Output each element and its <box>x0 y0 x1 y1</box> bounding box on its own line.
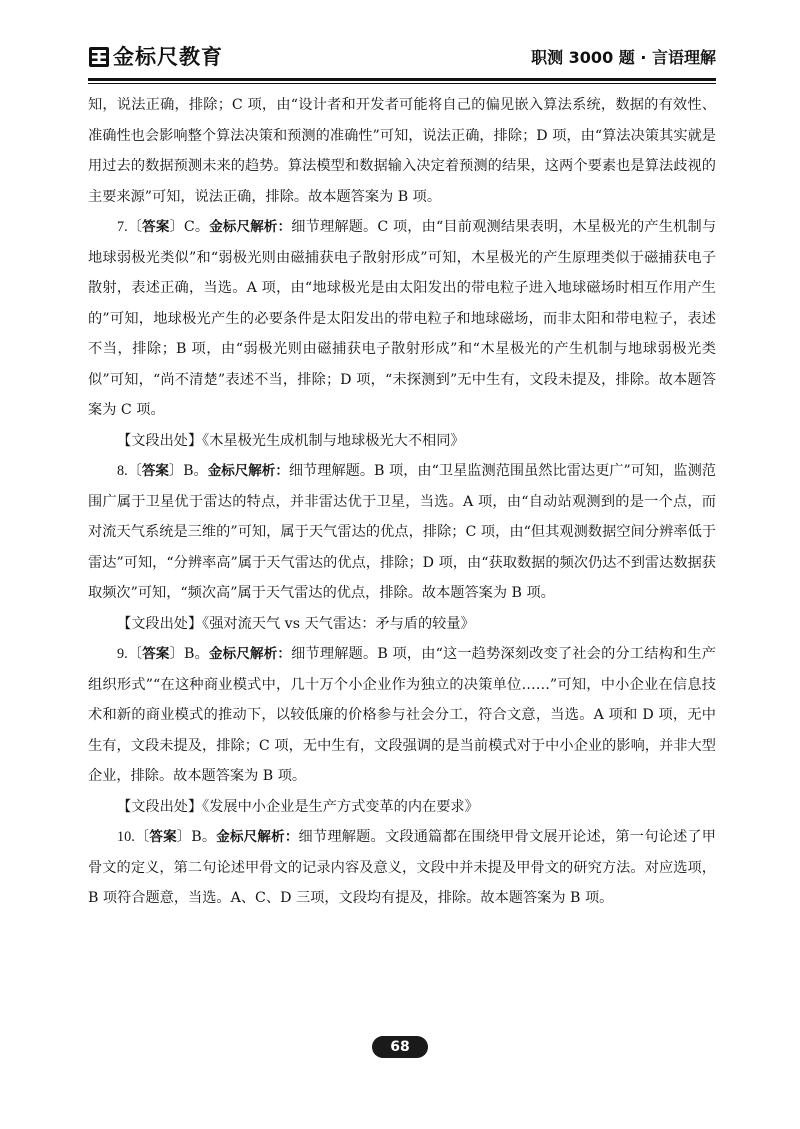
analysis-text: 细节理解题。C 项，由“目前观测结果表明，木星极光的产生机制与地球弱极光类似”和“弱极光则由磁捕获电子散射形成”可知，木星极光的产生原理类似于磁捕获电子散射，表述正确，当选。A 项，由“地球极光是由太阳发出的带电粒子进入地球磁场时相互作用产生的”可知，地球极光产生的必要条件是太阳发出的带电粒子和地球磁场，而非太阳和带电粒子，表述不当，排除；B 项，由“弱极光则由磁捕获电子散射形成”和“木星极光的产生机制与地球弱极光类似”可知，“尚不清楚”表述不当，排除；D 项，“未探测到”无中生有，文段未提及，排除。故本题答案为 C 项。 <box>88 219 717 418</box>
bracket-open: 〔 <box>127 463 142 479</box>
analysis-text: 细节理解题。B 项，由“卫星监测范围虽然比雷达更广”可知，监测范围广属于卫星优于雷达的特点，并非雷达优于卫星，当选。A 项，由“自动站观测到的是一个点，而对流天气系统是三维的”可知，属于天气雷达的优点，排除；C 项，由“但其观测数据空间分辨率低于雷达”可知，“分辨率高”属于天气雷达的优点，排除；D 项，由“获取数据的频次仍达不到雷达数据获取频次”可知，“频次高”属于天气雷达的优点，排除。故本题答案为 B 项。 <box>88 463 716 601</box>
page-header <box>88 40 716 74</box>
bracket-close: 〕 <box>176 829 192 845</box>
source-label: 【文段出处】 <box>117 798 203 815</box>
answer-item-10 <box>88 822 716 914</box>
source-title: 《强对流天气 vs 天气雷达：矛与盾的较量》 <box>202 615 475 632</box>
analysis-text: 细节理解题。文段通篇都在围绕甲骨文展开论述，第一句论述了甲骨文的定义，第二句论述甲骨文的记录内容及意义，文段中并未提及甲骨文的研究方法。对应选项，B 项符合题意，当选。A、C、D 三项，文段均有提及，排除。故本题答案为 B 项。 <box>88 829 716 906</box>
answer-label: 答案 <box>149 829 177 845</box>
source-label: 【文段出处】 <box>117 432 203 449</box>
answer-value: B。 <box>191 829 217 845</box>
source-citation-7 <box>88 426 716 457</box>
bracket-close: 〕 <box>169 646 184 662</box>
bracket-open: 〔 <box>127 219 143 235</box>
paragraph-text: 知，说法正确，排除；C 项，由“设计者和开发者可能将自己的偏见嵌入算法系统，数据的有效性、准确性也会影响整个算法决策和预测的准确性”可知，说法正确，排除；D 项，由“算法决策其实就是用过去的数据预测未来的趋势。算法模型和数据输入决定着预测的结果，这两个要素也是算法歧视的主要来源”可知，说法正确，排除。故本题答案为 B 项。 <box>88 97 716 205</box>
bracket-open: 〔 <box>127 646 143 662</box>
answer-label: 答案 <box>141 463 169 479</box>
answer-item-8 <box>88 456 716 609</box>
paragraph-continued <box>88 90 716 212</box>
source-citation-8 <box>88 609 716 640</box>
answer-label: 答案 <box>142 219 170 235</box>
analysis-label: 金标尺解析： <box>209 219 292 235</box>
question-number: 10. <box>117 829 135 845</box>
answer-value: B。 <box>183 646 209 662</box>
logo-text: 金标尺教育 <box>113 45 223 69</box>
answer-label: 答案 <box>142 646 170 662</box>
analysis-label: 金标尺解析： <box>208 646 292 662</box>
analysis-text: 细节理解题。B 项，由“这一趋势深刻改变了社会的分工结构和生产组织形式”“在这种商业模式中，几十万个小企业作为独立的决策单位……”可知，中小企业在信息技术和新的商业模式的推动下，以较低廉的价格参与社会分工，符合文意，当选。A 项和 D 项，无中生有，文段未提及，排除；C 项，无中生有，文段强调的是当前模式对于中小企业的影响，并非大型企业，排除。故本题答案为 B 项。 <box>88 646 716 784</box>
page-number-text: 68 <box>390 1039 410 1055</box>
header-title: 职测 3000 题 · 言语理解 <box>531 48 716 67</box>
source-label: 【文段出处】 <box>117 615 203 632</box>
question-number: 9. <box>117 646 128 662</box>
bracket-close: 〕 <box>169 219 184 235</box>
ruler-logo-icon <box>88 46 110 68</box>
bracket-close: 〕 <box>168 463 184 479</box>
answer-item-7 <box>88 212 716 426</box>
bracket-open: 〔 <box>134 829 150 845</box>
answer-explanations <box>88 90 716 914</box>
answer-item-9 <box>88 639 716 792</box>
question-number: 8. <box>117 463 128 479</box>
source-citation-9 <box>88 792 716 823</box>
header-rule-thin <box>88 83 716 84</box>
source-title: 《木星极光生成机制与地球极光大不相同》 <box>202 432 465 449</box>
page-number <box>372 1036 428 1058</box>
answer-value: B。 <box>183 463 208 479</box>
analysis-label: 金标尺解析： <box>216 829 299 845</box>
brand-logo <box>88 44 223 70</box>
answer-value: C。 <box>183 219 210 235</box>
question-number: 7. <box>117 219 128 235</box>
analysis-label: 金标尺解析： <box>207 463 289 479</box>
header-rule <box>88 78 716 81</box>
source-title: 《发展中小企业是生产方式变革的内在要求》 <box>202 798 479 815</box>
